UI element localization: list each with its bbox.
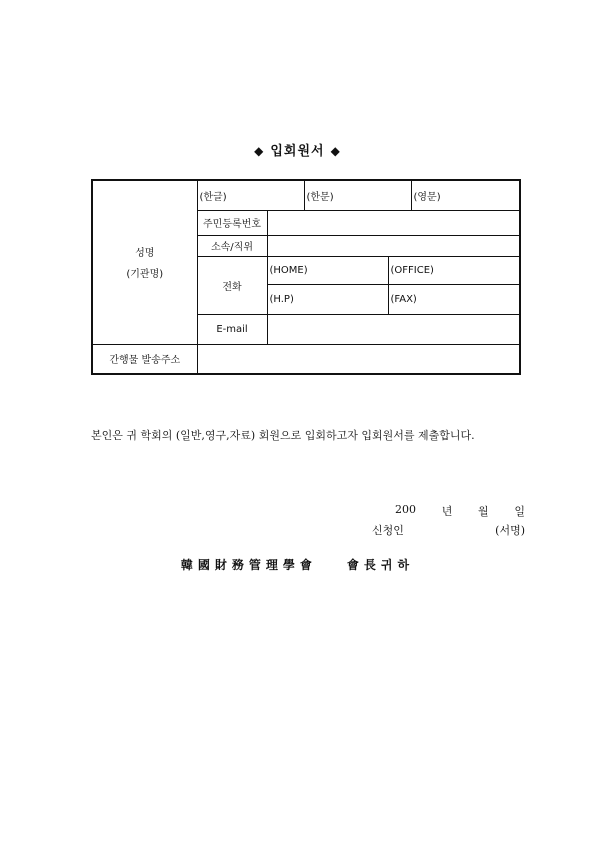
name-label: 성명 bbox=[135, 248, 155, 260]
form-title bbox=[0, 140, 595, 159]
name-hanja-label: (한문) bbox=[306, 191, 334, 203]
applicant-label: 신청인 bbox=[372, 524, 404, 537]
name-label-cell bbox=[92, 180, 197, 344]
date-year: 200 bbox=[395, 503, 416, 516]
name-korean-label: (한글) bbox=[199, 191, 227, 203]
phone-fax-cell[interactable] bbox=[388, 284, 520, 314]
email-field[interactable] bbox=[267, 314, 520, 344]
form-title-text: 입회원서 bbox=[270, 144, 325, 159]
phone-label: 전화 bbox=[197, 256, 267, 314]
application-date bbox=[395, 503, 525, 519]
application-form-table bbox=[91, 179, 521, 375]
diamond-left-icon: ◆ bbox=[254, 144, 265, 158]
phone-office-label: (OFFICE) bbox=[390, 264, 434, 276]
mailing-address-label: 간행물 발송주소 bbox=[92, 344, 197, 374]
phone-hp-label: (H.P) bbox=[269, 293, 294, 305]
name-korean-cell[interactable] bbox=[197, 180, 304, 210]
recipient-line bbox=[0, 556, 595, 573]
signature-label: (서명) bbox=[495, 524, 525, 537]
name-english-cell[interactable] bbox=[411, 180, 520, 210]
date-year-unit: 년 bbox=[441, 505, 453, 518]
addressee: 會長귀하 bbox=[346, 558, 415, 572]
resident-number-field[interactable] bbox=[267, 210, 520, 235]
date-day-unit: 일 bbox=[514, 505, 525, 518]
phone-fax-label: (FAX) bbox=[390, 293, 417, 305]
application-statement: 본인은 귀 학회의 (일반,영구,자료) 회원으로 입회하고자 입회원서를 제출합니다. bbox=[91, 429, 475, 442]
phone-home-label: (HOME) bbox=[269, 264, 308, 276]
name-english-label: (영문) bbox=[413, 191, 441, 203]
phone-hp-cell[interactable] bbox=[267, 284, 388, 314]
society-name: 韓國財務管理學會 bbox=[180, 558, 317, 572]
resident-number-label: 주민등록번호 bbox=[197, 210, 267, 235]
name-hanja-cell[interactable] bbox=[304, 180, 411, 210]
applicant-signature-line bbox=[372, 522, 525, 538]
affiliation-label: 소속/직위 bbox=[197, 235, 267, 256]
date-month-unit: 월 bbox=[478, 505, 489, 518]
mailing-address-field[interactable] bbox=[197, 344, 520, 374]
diamond-right-icon: ◆ bbox=[330, 144, 341, 158]
phone-office-cell[interactable] bbox=[388, 256, 520, 284]
email-label: E-mail bbox=[197, 314, 267, 344]
org-label: (기관명) bbox=[126, 269, 164, 281]
phone-home-cell[interactable] bbox=[267, 256, 388, 284]
affiliation-field[interactable] bbox=[267, 235, 520, 256]
